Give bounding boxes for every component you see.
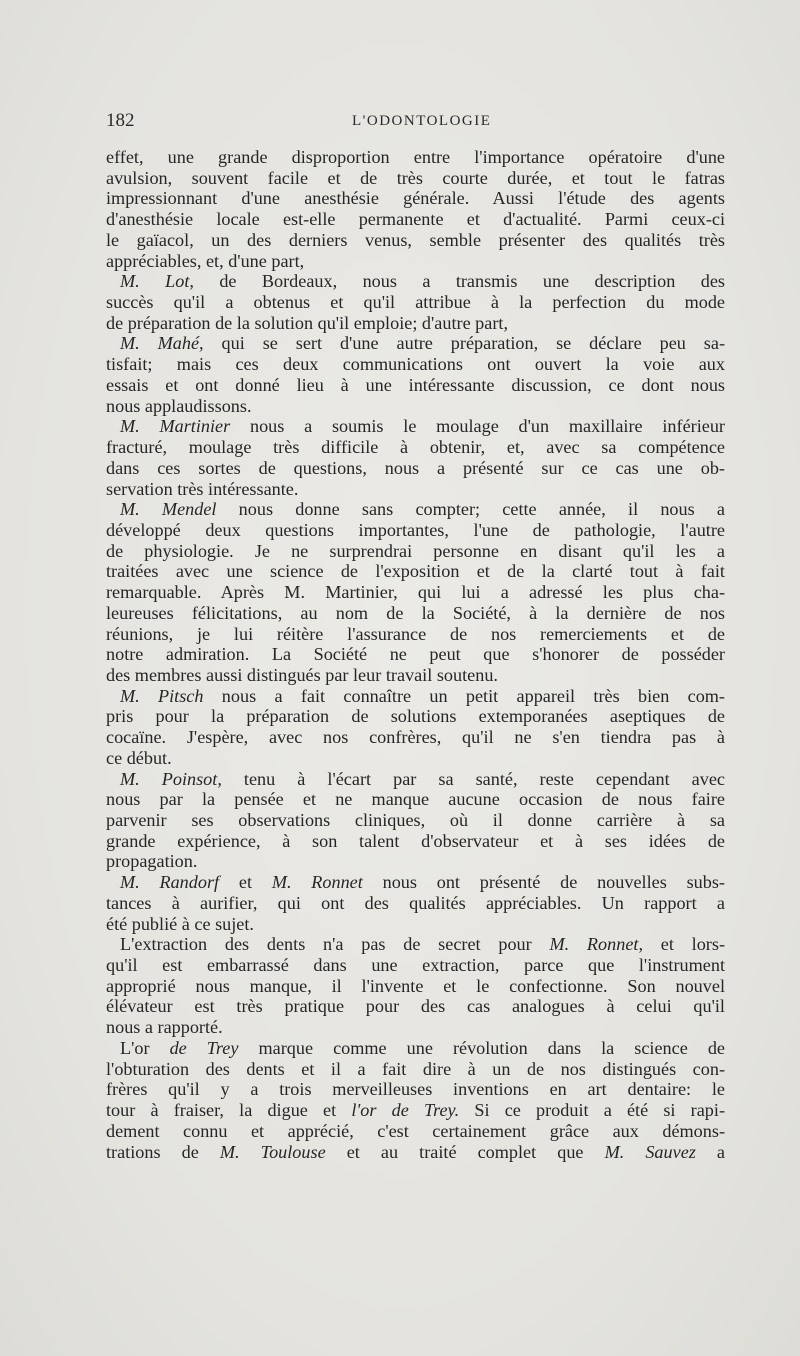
text-line — [106, 769, 725, 790]
text-line — [106, 789, 725, 810]
text-line — [106, 831, 725, 852]
line-segment: nous par la pensée et ne manque aucune occasion de nous faire — [106, 789, 725, 810]
line-segment: de préparation de la solution qu'il emploie; d'autre part, — [106, 312, 509, 333]
name-reference: M. Martinier — [120, 416, 231, 437]
text-line — [106, 561, 725, 582]
line-segment: avulsion, souvent facile et de très courte durée, et tout le fatras — [106, 167, 725, 188]
text-line — [106, 1142, 725, 1163]
text-line — [106, 251, 725, 272]
line-segment: et lors- — [643, 934, 725, 955]
line-segment: qu'il est embarrassé dans une extraction, parce que l'instrument — [106, 955, 725, 976]
line-segment: effet, une grande disproportion entre l'importance opératoire d'une — [106, 147, 725, 167]
text-line — [106, 313, 725, 334]
text-line — [106, 955, 725, 976]
name-reference: M. Pitsch — [120, 685, 204, 706]
text-line — [106, 396, 725, 417]
line-segment: succès qu'il a obtenus et qu'il attribue à la perfection du mode — [106, 292, 725, 313]
name-reference: M. Poinsot, — [120, 768, 222, 789]
line-segment: traitées avec une science de l'exposition et de la clarté tout à fait — [106, 561, 725, 582]
text-line — [106, 271, 725, 292]
line-segment: nous a rapporté. — [106, 1017, 223, 1038]
line-segment: ce début. — [106, 747, 172, 768]
text-line — [106, 147, 725, 168]
text-line — [106, 292, 725, 313]
line-segment: de Bordeaux, nous a transmis une description des — [193, 271, 725, 292]
line-segment: approprié nous manque, il l'invente et le confectionne. Son nouvel — [106, 975, 725, 996]
name-reference: M. Ronnet, — [549, 934, 643, 955]
name-reference: M. Lot, — [120, 271, 194, 292]
text-line — [106, 1100, 725, 1121]
line-segment: nous donne sans compter; cette année, il nous a — [216, 499, 725, 520]
text-line — [106, 603, 725, 624]
line-segment: réunions, je lui réitère l'assurance de nos remerciements et de — [106, 623, 725, 644]
line-segment: élévateur est très pratique pour des cas analogues à celui qu'il — [106, 996, 725, 1017]
name-reference: l'or de Trey. — [351, 1100, 460, 1121]
text-line — [106, 872, 725, 893]
running-title: L'ODONTOLOGIE — [352, 113, 492, 129]
line-segment: remarquable. Après M. Martinier, qui lui a adressé les plus cha- — [106, 582, 725, 603]
text-line — [106, 665, 725, 686]
line-segment: l'obturation des dents et il a fait dire à un de nos distingués con- — [106, 1058, 725, 1079]
line-segment: grande expérience, à son talent d'observateur et à ses idées de — [106, 830, 725, 851]
line-segment: nous a fait connaître un petit appareil très bien com- — [203, 685, 725, 706]
text-line — [106, 582, 725, 603]
text-line — [106, 188, 725, 209]
text-line — [106, 748, 725, 769]
line-segment: et — [219, 872, 272, 893]
name-reference: M. Mendel — [120, 499, 217, 520]
text-line — [106, 996, 725, 1017]
line-segment: nous ont présenté de nouvelles subs- — [362, 872, 725, 893]
line-segment: propagation. — [106, 851, 198, 872]
text-line — [106, 437, 725, 458]
text-line — [106, 416, 725, 437]
text-line — [106, 727, 725, 748]
text-line — [106, 230, 725, 251]
text-line — [106, 479, 725, 500]
text-line — [106, 333, 725, 354]
text-line — [106, 1059, 725, 1080]
line-segment: marque comme une révolution dans la science de — [238, 1037, 725, 1058]
line-segment: qui se sert d'une autre préparation, se déclare peu sa- — [203, 333, 725, 354]
text-line — [106, 914, 725, 935]
text-line — [106, 354, 725, 375]
name-reference: M. Ronnet — [271, 872, 363, 893]
text-line — [106, 520, 725, 541]
line-segment: d'anesthésie locale est-elle permanente et d'actualité. Parmi ceux-ci — [106, 209, 725, 230]
line-segment: essais et ont donné lieu à une intéressante discussion, ce dont nous — [106, 374, 725, 395]
line-segment: été publié à ce sujet. — [106, 913, 254, 934]
text-line — [106, 893, 725, 914]
line-segment: tances à aurifier, qui ont des qualités appréciables. Un rapport a — [106, 892, 725, 913]
line-segment: servation très intéressante. — [106, 478, 299, 499]
page-header — [106, 110, 726, 134]
text-line — [106, 934, 725, 955]
line-segment: L'or — [120, 1037, 170, 1058]
line-segment: parvenir ses observations cliniques, où il donne carrière à sa — [106, 810, 725, 830]
line-segment: nous applaudissons. — [106, 395, 252, 416]
line-segment: et au traité complet que — [325, 1141, 605, 1162]
text-line — [106, 168, 725, 189]
line-segment: impressionnant d'une anesthésie générale. Aussi l'étude des agents — [106, 188, 725, 209]
line-segment: a — [695, 1141, 726, 1162]
text-line — [106, 706, 725, 727]
text-line — [106, 1079, 725, 1100]
line-segment: nous a soumis le moulage d'un maxillaire inférieur — [230, 416, 725, 437]
text-line — [106, 624, 725, 645]
line-segment: tisfait; mais ces deux communications ont ouvert la voie aux — [106, 354, 725, 375]
text-line — [106, 1017, 725, 1038]
line-segment: Si ce produit a été si rapi- — [459, 1100, 725, 1121]
line-segment: cocaïne. J'espère, avec nos confrères, qu'il ne s'en tiendra pas à — [106, 727, 725, 748]
text-line — [106, 686, 725, 707]
name-reference: M. Toulouse — [219, 1141, 326, 1162]
line-segment: frères qu'il y a trois merveilleuses inventions en art dentaire: le — [106, 1079, 725, 1100]
text-line — [106, 1038, 725, 1059]
text-line — [106, 851, 725, 872]
name-reference: M. Sauvez — [604, 1141, 696, 1162]
line-segment: leureuses félicitations, au nom de la Société, à la dernière de nos — [106, 602, 725, 623]
text-line — [106, 644, 725, 665]
line-segment: trations de — [106, 1141, 220, 1162]
name-reference: de Trey — [169, 1037, 239, 1058]
page-number: 182 — [106, 110, 135, 131]
text-line — [106, 375, 725, 396]
line-segment: appréciables, et, d'une part, — [106, 250, 305, 271]
name-reference: M. Randorf — [120, 872, 220, 893]
line-segment: fracturé, moulage très difficile à obtenir, et, avec sa compétence — [106, 437, 725, 458]
body-text — [106, 147, 725, 1162]
text-line — [106, 499, 725, 520]
line-segment: tenu à l'écart par sa santé, reste cependant avec — [221, 768, 725, 789]
line-segment: des membres aussi distingués par leur travail soutenu. — [106, 664, 498, 685]
text-line — [106, 810, 725, 831]
text-line — [106, 458, 725, 479]
text-line — [106, 1121, 725, 1142]
line-segment: dans ces sortes de questions, nous a présenté sur ce cas une ob- — [106, 457, 725, 478]
line-segment: développé deux questions importantes, l'une de pathologie, l'autre — [106, 519, 725, 540]
line-segment: tour à fraiser, la digue et — [106, 1100, 352, 1121]
text-line — [106, 209, 725, 230]
name-reference: M. Mahé, — [120, 333, 204, 354]
line-segment: pris pour la préparation de solutions extemporanées aseptiques de — [106, 706, 725, 727]
line-segment: L'extraction des dents n'a pas de secret pour — [120, 934, 550, 955]
line-segment: le gaïacol, un des derniers venus, semble présenter des qualités très — [106, 229, 725, 250]
line-segment: dement connu et apprécié, c'est certainement grâce aux démons- — [106, 1120, 725, 1141]
text-line — [106, 976, 725, 997]
line-segment: notre admiration. La Société ne peut que s'honorer de posséder — [106, 644, 725, 665]
text-line — [106, 541, 725, 562]
line-segment: de physiologie. Je ne surprendrai personne en disant qu'il les a — [106, 540, 725, 561]
